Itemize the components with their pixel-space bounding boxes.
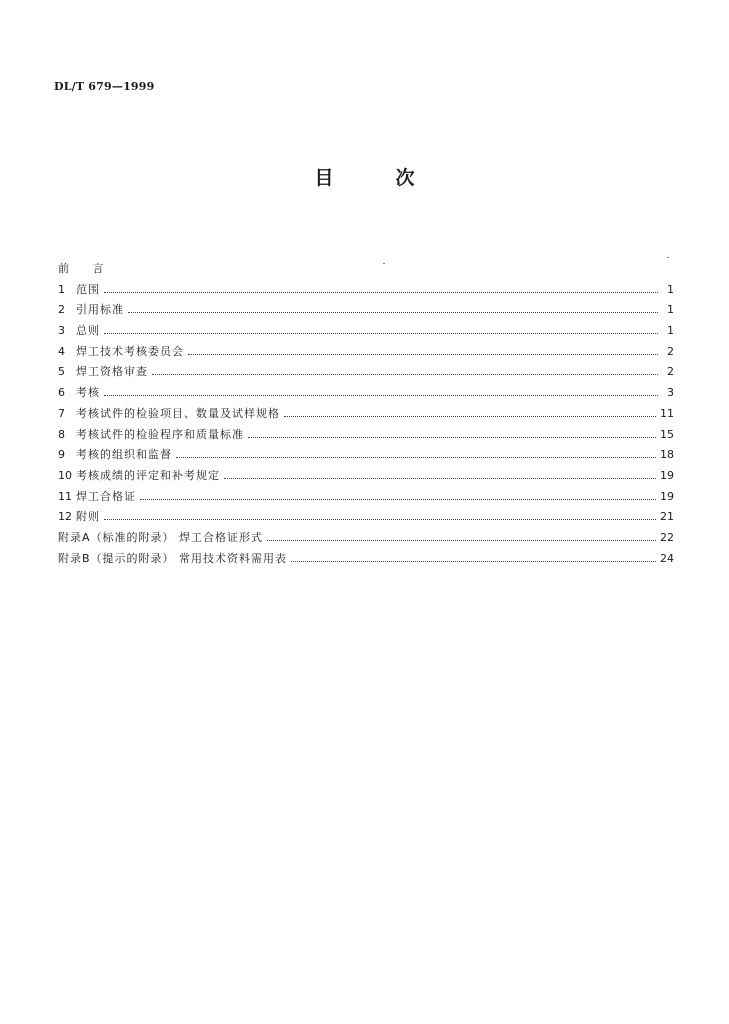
toc-item-11[interactable] (58, 488, 674, 509)
toc-item-label: 考核的组织和监督 (76, 448, 172, 462)
toc-item-page: 1 (667, 324, 674, 338)
toc-item-number: 12 (58, 510, 72, 524)
toc-leader-dots (140, 498, 656, 500)
title-char-1: 目 (314, 167, 334, 189)
toc-item-8[interactable] (58, 426, 674, 447)
toc-item-number: 5 (58, 365, 65, 379)
toc-item-page: 11 (660, 406, 674, 420)
toc-item-12[interactable] (58, 508, 674, 529)
toc-leader-dots (176, 456, 656, 458)
toc-leader-dots (291, 560, 656, 562)
toc-leader-dots (104, 394, 658, 396)
toc-item-number: 8 (58, 427, 65, 441)
toc-item-number: 3 (58, 324, 65, 338)
toc-leader-dots (104, 332, 658, 334)
toc-item-page: 18 (660, 448, 674, 462)
toc-item-label: 考核 (76, 386, 100, 400)
toc-item-label: 总则 (76, 324, 100, 338)
toc-item-page: 19 (660, 489, 674, 503)
toc-item-3[interactable] (58, 322, 674, 343)
toc-item-page: 3 (667, 386, 674, 400)
toc-item-5[interactable] (58, 363, 674, 384)
toc-item-4[interactable] (58, 343, 674, 364)
toc-item-1[interactable] (58, 281, 674, 302)
toc-leader-dots (267, 539, 656, 541)
toc-item-page: 24 (660, 551, 674, 565)
toc-item-label: 范围 (76, 282, 100, 296)
toc-leader-dots (224, 477, 656, 479)
toc-item-page: 1 (667, 282, 674, 296)
toc-item-label: 焊工技术考核委员会 (76, 344, 184, 358)
toc-item-label: 附录A（标准的附录） 焊工合格证形式 (58, 530, 264, 544)
toc-item-2[interactable] (58, 301, 674, 322)
title-char-2: 次 (395, 167, 415, 189)
toc-item-7[interactable] (58, 405, 674, 426)
toc-leader-dots (104, 291, 658, 293)
toc-item-number: 10 (58, 468, 72, 482)
toc-item-label: 焊工合格证 (76, 489, 136, 503)
toc-item-page: 2 (667, 365, 674, 379)
toc-leader-dots (188, 353, 658, 355)
toc-leader-dots (284, 415, 656, 417)
toc-item-page: 2 (667, 344, 674, 358)
toc-item-label: 考核试件的检验程序和质量标准 (76, 427, 244, 441)
toc-item-page: 21 (660, 510, 674, 524)
toc-appendix-b[interactable] (58, 550, 674, 571)
toc-item-label: 附则 (76, 510, 100, 524)
toc-leader-dots (248, 436, 656, 438)
toc-item-number: 1 (58, 282, 65, 296)
toc-item-page: 15 (660, 427, 674, 441)
toc-appendix-a[interactable] (58, 529, 674, 550)
toc-preface[interactable] (58, 260, 674, 281)
page-title (0, 163, 729, 190)
toc-item-label: 附录B（提示的附录） 常用技术资料需用表 (58, 551, 288, 565)
toc-item-number: 11 (58, 489, 72, 503)
toc-item-6[interactable] (58, 384, 674, 405)
toc-leader-dots (104, 518, 656, 520)
toc-item-page: 22 (660, 530, 674, 544)
toc-item-label: 考核成绩的评定和补考规定 (76, 468, 220, 482)
toc-item-number: 4 (58, 344, 65, 358)
toc-item-page: 1 (667, 303, 674, 317)
toc-item-number: 9 (58, 448, 65, 462)
toc-leader-dots (128, 311, 658, 313)
toc-item-9[interactable] (58, 446, 674, 467)
toc-item-label: 焊工资格审查 (76, 365, 148, 379)
toc-item-page: 19 (660, 468, 674, 482)
toc-item-number: 2 (58, 303, 65, 317)
toc-item-label: 考核试件的检验项目、数量及试样规格 (76, 406, 280, 420)
toc-item-10[interactable] (58, 467, 674, 488)
toc-preface-label: 前 言 (58, 262, 114, 275)
toc-item-number: 6 (58, 386, 65, 400)
toc-item-number: 7 (58, 406, 65, 420)
table-of-contents (58, 260, 674, 570)
toc-leader-dots (152, 373, 658, 375)
document-code: DL/T 679—1999 (54, 80, 155, 93)
toc-item-label: 引用标准 (76, 303, 124, 317)
